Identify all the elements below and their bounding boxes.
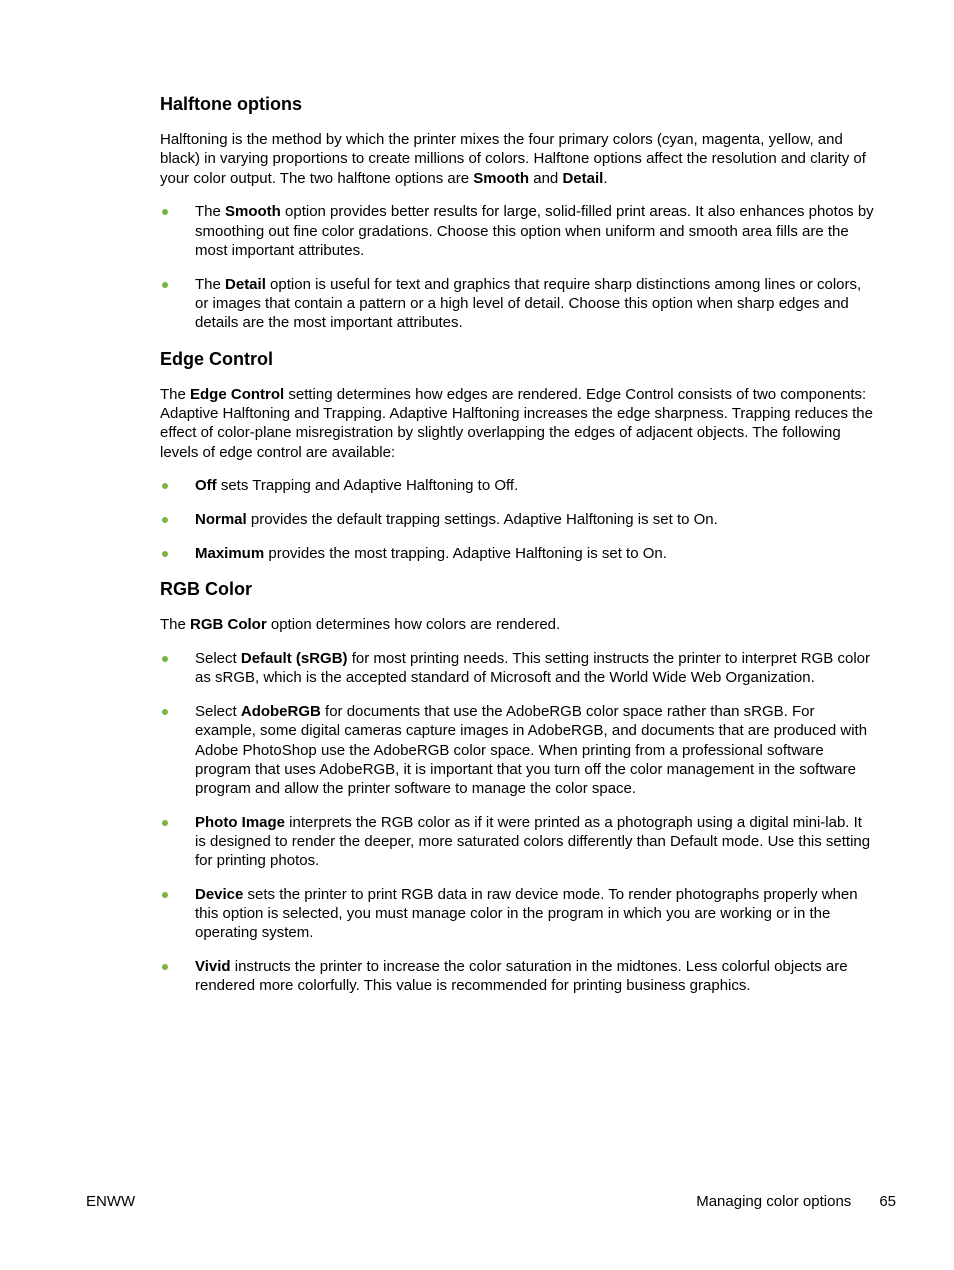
- footer-doc-code: ENWW: [86, 1193, 136, 1210]
- bullet-list: [160, 649, 876, 996]
- section-edge-control: [160, 347, 876, 563]
- bullet-icon: [162, 483, 168, 489]
- list-item-text: Device sets the printer to print RGB data in raw device mode. To render photographs properly when this option is selected, you must manage color in the program in which you are working or in the operating system.: [195, 885, 858, 942]
- section-halftone-options: [160, 92, 876, 332]
- bullet-icon: [162, 656, 168, 662]
- section-paragraph: Halftoning is the method by which the printer mixes the four primary colors (cyan, magenta, yellow, and black) in varying proportions to create millions of colors. Halftone options affect the resolution and clarity of your color output. The two halftone options are Smooth and Detail.: [160, 131, 866, 187]
- page-content: [160, 92, 876, 1010]
- list-item: [160, 649, 876, 688]
- list-item: [160, 510, 876, 529]
- bullet-icon: [162, 820, 168, 826]
- list-item-text: Off sets Trapping and Adaptive Halftoning to Off.: [195, 477, 519, 495]
- list-item: [160, 544, 876, 563]
- list-item-text: Normal provides the default trapping settings. Adaptive Halftoning is set to On.: [195, 511, 718, 529]
- footer-section-title: Managing color options: [696, 1193, 852, 1210]
- bullet-list: [160, 202, 876, 332]
- list-item: [160, 275, 876, 333]
- bullet-list: [160, 476, 876, 562]
- list-item: [160, 476, 876, 495]
- section-heading: Halftone options: [160, 94, 302, 114]
- bullet-icon: [162, 209, 168, 215]
- section-paragraph: The Edge Control setting determines how edges are rendered. Edge Control consists of two components: Adaptive Halftoning and Trapping. Adaptive Halftoning increases the edge sharpness. Trapping reduces the effect of color-plane misregistration by slightly overlapping the edges of adjacent objects. The following levels of edge control are available:: [160, 385, 873, 461]
- list-item-text: Photo Image interprets the RGB color as if it were printed as a photograph using a digital mini-lab. It is designed to render the deeper, more saturated colors differently than Default mode. Use this setting for printing photos.: [195, 813, 871, 870]
- bullet-icon: [162, 709, 168, 715]
- list-item-text: Select AdobeRGB for documents that use the AdobeRGB color space rather than sRGB. For example, some digital cameras capture images in AdobeRGB, and documents that are produced with Adobe PhotoShop use the AdobeRGB color space. When printing from a professional software program that uses AdobeRGB, it is important that you turn off the color management in the software program and allow the printer software to manage the color space.: [195, 702, 868, 798]
- section-paragraph: The RGB Color option determines how colors are rendered.: [160, 616, 561, 634]
- bullet-icon: [162, 964, 168, 970]
- bullet-icon: [162, 282, 168, 288]
- list-item: [160, 702, 876, 798]
- footer-right: [696, 1192, 896, 1211]
- list-item: [160, 813, 876, 871]
- bullet-icon: [162, 517, 168, 523]
- list-item-text: The Smooth option provides better results for large, solid-filled print areas. It also enhances photos by smoothing out fine color gradations. Choose this option when uniform and smooth area fills are the most important attributes.: [195, 203, 874, 259]
- list-item-text: The Detail option is useful for text and graphics that require sharp distinctions among lines or colors, or images that contain a pattern or a high level of detail. Choose this option when sharp edges and details are the most important attributes.: [195, 275, 862, 332]
- list-item: [160, 202, 876, 260]
- bullet-icon: [162, 551, 168, 557]
- list-item: [160, 885, 876, 943]
- page-number: 65: [879, 1193, 896, 1210]
- section-rgb-color: [160, 577, 876, 995]
- bullet-icon: [162, 892, 168, 898]
- section-heading: Edge Control: [160, 348, 273, 369]
- list-item-text: Vivid instructs the printer to increase the color saturation in the midtones. Less colorful objects are rendered more colorfully. This value is recommended for printing business graphics.: [195, 958, 848, 995]
- section-heading: RGB Color: [160, 579, 252, 600]
- list-item-text: Maximum provides the most trapping. Adaptive Halftoning is set to On.: [195, 544, 667, 562]
- list-item-text: Select Default (sRGB) for most printing needs. This setting instructs the printer to interpret RGB color as sRGB, which is the accepted standard of Microsoft and the World Wide Web Organization.: [195, 650, 870, 687]
- list-item: [160, 957, 876, 996]
